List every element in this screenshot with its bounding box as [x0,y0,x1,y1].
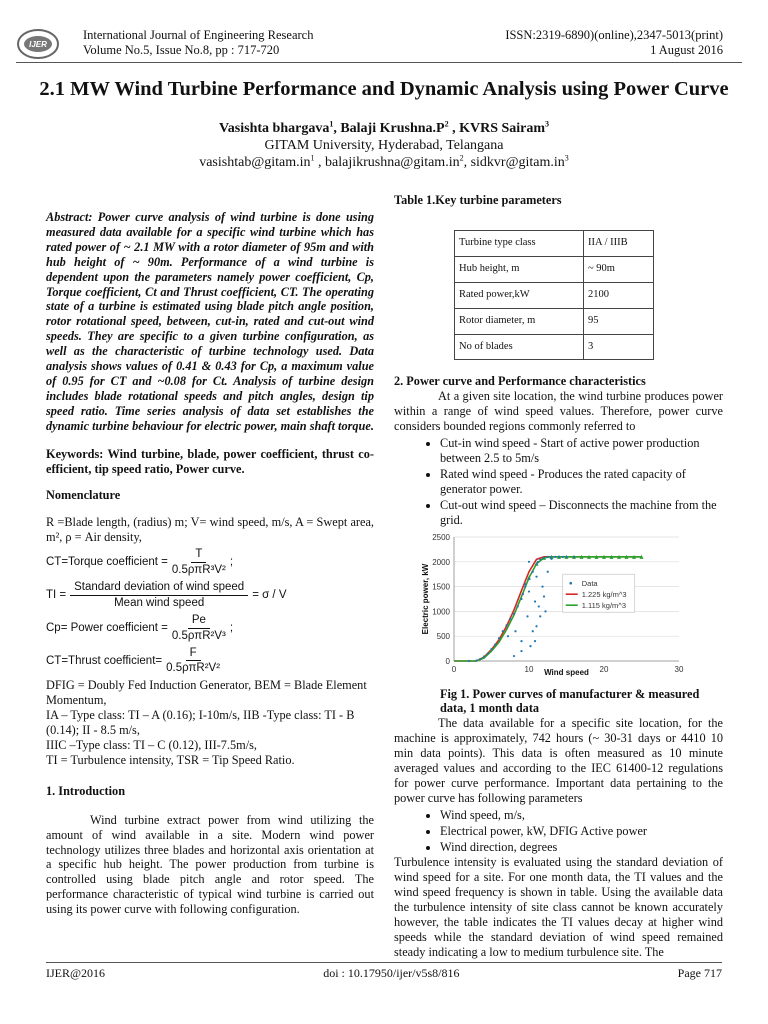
parameter-name-cell: No of blades [455,334,584,360]
data-point [528,560,530,562]
footer-copyright: IJER@2016 [46,966,106,980]
figure-caption: Fig 1. Power curves of manufacturer & measured data, 1 month data [440,686,700,716]
parameter-value-cell: 2100 [584,282,654,308]
footer-doi: doi : 10.17950/ijer/v5s8/816 [323,966,460,980]
data-point [535,575,537,577]
data-point [539,615,541,617]
data-point [522,592,524,594]
data-point [528,578,530,580]
class-ia-definition: IA – Type class: TI – A (0.16); I-10m/s, IIB -Type class: TI - B (0.14); II - 8.5 m/s, [46,708,355,738]
left-column [46,210,374,917]
data-point [532,570,534,572]
nomenclature-text: R =Blade length, (radius) m; V= wind speed, m/s, A = Swept area, m², ρ = Air density, [46,515,374,545]
footer-divider [46,962,722,963]
data-point [509,617,511,619]
data-point [475,659,477,661]
data-point [528,590,530,592]
table-row [455,230,654,256]
y-tick-label: 1500 [432,582,450,592]
list-item: • Electrical power, kW, DFIG Active power [440,824,723,839]
y-tick-label: 1000 [432,606,450,616]
parameter-value-cell: IIA / IIIB [584,230,654,256]
data-point [520,640,522,642]
table-row [455,308,654,334]
parameter-name-cell: Turbine type class [455,230,584,256]
journal-info [83,28,313,58]
data-point [524,583,526,585]
x-axis-label: Wind speed [544,667,589,677]
data-point [535,563,537,565]
data-point [562,555,564,557]
data-point [513,654,515,656]
data-point [534,640,536,642]
data-point [479,657,481,659]
data-point [541,585,543,587]
data-point [558,555,560,557]
thrust-coefficient-formula: CT=Thrust coefficient= $\frac{F}{\text{0.5ρπR²V²}}$ [46,646,221,675]
section2-text2: The data available for a specific site location, for the machine is approximately, 742 hours (~ 30-31 days or 4410 10 min data points). This data is often measured as 10 minute averaged values and according to the IEC 61400-12 regulations for power curve performance. Important data pertaining to the power curve has following parameters [394,716,723,805]
right-column [394,193,723,960]
author-emails: $vasishtab@gitam.in^1$ , $balajikrushna@gitam.in^2$, $sidkvr@gitam.in^3$ [199,153,569,170]
data-point [490,647,492,649]
publication-date: 1 August 2016 [650,43,723,57]
data-point [550,555,552,557]
nomenclature-heading: Nomenclature [46,488,121,503]
data-point [494,643,496,645]
list-item: • Cut-out wind speed – Disconnects the machine from the grid. [440,498,723,528]
data-point [547,555,549,557]
section2-heading: 2. Power curve and Performance characteristics [394,374,646,389]
parameter-value-cell: 3 [584,334,654,360]
data-point [543,595,545,597]
x-tick-label: 20 [599,664,609,674]
list-item: • Wind speed, m/s, [440,808,723,823]
table-row [455,282,654,308]
torque-coefficient-formula: CT=Torque coefficient = $\frac{T}{\text{0.5ρπR³V²}}$ ; [46,548,234,577]
list-item: • Rated wind speed - Produces the rated capacity of generator power. [440,467,723,497]
table-row [455,256,654,282]
data-point [539,558,541,560]
data-point [532,630,534,632]
data-point [487,652,489,654]
issn: ISSN:2319-6890)(online),2347-5013(print) [505,28,723,42]
data-point [483,655,485,657]
y-tick-label: 0 [445,656,450,666]
y-tick-label: 500 [436,631,450,641]
data-point [544,610,546,612]
data-point [524,585,526,587]
turbine-parameters-table [454,230,654,361]
legend-marker [569,581,572,584]
dfig-definition: DFIG = Doubly Fed Induction Generator, BEM = Blade Element Momentum, [46,678,367,708]
introduction-heading: 1. Introduction [46,783,126,798]
affiliation: GITAM University, Hyderabad, Telangana [264,138,504,153]
parameter-name-cell: Rated power,kW [455,282,584,308]
data-point [543,556,545,558]
data-point [507,635,509,637]
section2-text: At a given site location, the wind turbine produces power within a range of wind speed values. Therefore, power curve considers bounded regions commonly referred to [394,389,723,434]
abstract: Abstract: Power curve analysis of wind turbine is done using measured data available for a specific wind turbine which has rated power of ~ 2.1 MW with a rotor diameter of 95m and with hub height of ~ 90m. Performance of a wind turbine is dependent upon the parameters namely power coefficient, Cp, Torque coefficient, Ct and Thrust coefficient, CT. The operating state of a turbine is estimated using blade pitch angle position, rotor rotational speed, between, cut-in, rated and cut-out wind speeds. They are specific to a given turbine configuration, as well as the characteristic of turbine technology used. Data analysis shows values of 0.41 & 0.43 for Cp, a maximum value of 0.95 for CT and ~0.08 for Ct. Analysis of turbine design includes blade rotational speeds and pitch angles, design tip speed ratio. Time series analysis of data set establishes the dynamic turbine behaviour for electric power, main shaft torque. [46,210,374,433]
wind-speed-regions-list [394,436,723,527]
legend-label: Data [581,578,598,588]
parameter-value-cell: 95 [584,308,654,334]
journal-volume: Volume No.5, Issue No.8, pp : 717-720 [83,43,280,57]
y-axis-label: Electric power, kW [421,563,430,634]
journal-name: International Journal of Engineering Research [83,28,314,42]
issn-info [505,28,723,58]
turbulence-intensity-formula: TI = $\frac{\text{Standard deviation of wind speed}}{\text{Mean wind speed}}$ = σ / V [46,580,287,609]
data-point [565,555,567,557]
data-point [573,555,575,557]
page-number: Page 717 [677,966,722,980]
x-tick-label: 30 [674,664,684,674]
author-block [0,120,768,171]
parameter-name-cell: Rotor diameter, m [455,308,584,334]
data-point [554,555,556,557]
data-point [513,612,515,614]
data-point [520,649,522,651]
data-point [514,630,516,632]
y-tick-label: 2500 [432,532,450,542]
parameter-name-cell: Hub height, m [455,256,584,282]
list-item: • Wind direction, degrees [440,840,723,855]
data-point [505,624,507,626]
page-footer [46,966,722,981]
journal-logo [16,27,60,61]
data-point [468,659,470,661]
data-point [517,605,519,607]
ti-definition: TI = Turbulence intensity, TSR = Tip Speed Ratio. [46,752,295,767]
data-point [547,570,549,572]
introduction-text: Wind turbine extract power from wind utilizing the amount of wind available in a site. Modern wind power technology utilizes three blades and horizontal axis orientation at a specific hub height. The power production from turbine is controlled using blade pitch angle and rotor speed. The performance characteristic of typical wind turbine is carried out using its power curve with following configuration. [46,812,374,917]
power-curve-chart [394,529,723,687]
data-point [502,630,504,632]
logo-text: IJER [29,40,47,49]
data-point [526,615,528,617]
x-tick-label: 0 [451,664,457,674]
legend-label: 1.115 kg/m^3 [581,600,626,610]
data-point [498,637,500,639]
x-tick-label: 10 [524,664,534,674]
header-divider [16,62,742,63]
data-point [538,605,540,607]
legend-label: 1.225 kg/m^3 [581,589,627,599]
data-point [534,600,536,602]
parameters-list [394,808,723,855]
class-iiic-definition: IIIC –Type class: TI – C (0.12), III-7.5m/s, [46,738,257,752]
list-item: • Cut-in wind speed - Start of active power production between 2.5 to 5m/s [440,436,723,466]
power-coefficient-formula: Cp= Power coefficient = $\frac{Pe}{\text{0.5ρπR²V³}}$ ; [46,613,234,642]
table-row [455,334,654,360]
section2-text3: Turbulence intensity is evaluated using the standard deviation of wind speed for a site. For one month data, the TI values and the wind speed frequency is shown in table. Using the available data the turbulence intensity of site class cannot be known accurately however, the table indicates the TI values decay at higher wind speeds while the standard deviation of wind speed remained steady indicating a low to medium turbulence site. The [394,855,723,959]
paper-title: 2.1 MW Wind Turbine Performance and Dynamic Analysis using Power Curve [39,78,729,100]
parameter-value-cell: ~ 90m [584,256,654,282]
data-point [529,645,531,647]
author-names: Vasishta bhargava$^1$, Balaji $Krushna.P^2$ , KVRS Sairam$^3$ [218,119,550,136]
data-point [537,560,539,562]
power-curve-svg [394,529,723,687]
table-caption: Table 1.Key turbine parameters [394,193,562,207]
keywords: Keywords: Wind turbine, blade, power coefficient, thrust co-efficient, tip speed ratio, Power curve. [46,446,374,476]
data-point [520,597,522,599]
data-point [550,557,552,559]
y-tick-label: 2000 [432,557,450,567]
data-point [535,625,537,627]
